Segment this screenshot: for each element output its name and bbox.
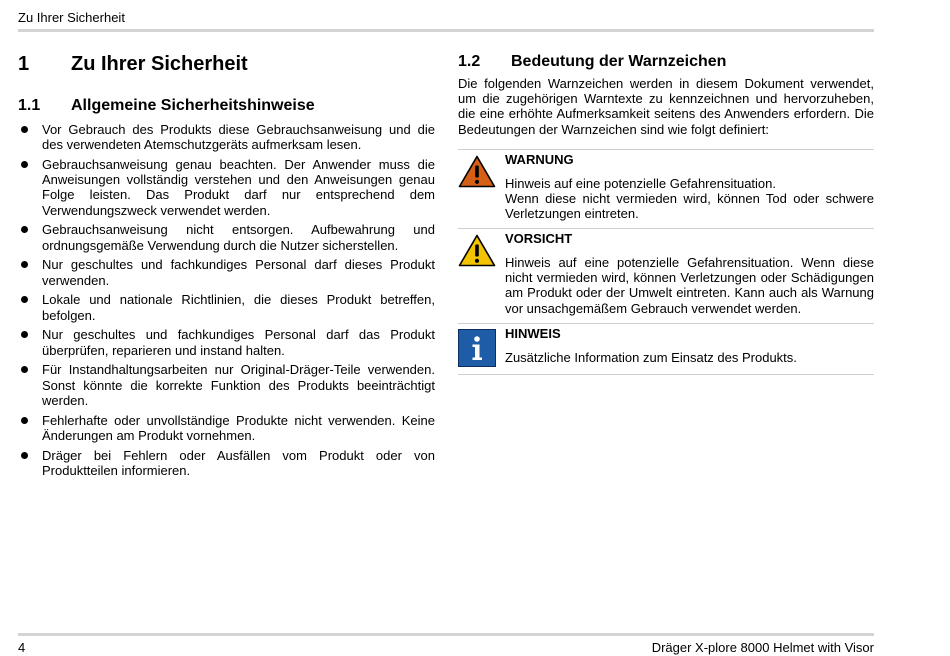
page-number: 4 <box>18 640 26 655</box>
info-icon <box>458 326 505 374</box>
notice-text: Hinweis auf eine potenzielle Gefahrensituation. Wenn diese nicht vermieden wird, können Verletzungen oder Schädigungen am Produkt oder der Umwelt eintreten. Kann auch als Warnung vor unsachgemäßem Gebrauch verwendet werden. <box>505 255 874 316</box>
section-title: Bedeutung der Warnzeichen <box>511 53 727 70</box>
list-item <box>18 122 435 152</box>
bullet-icon <box>21 126 28 133</box>
caution-triangle-icon <box>458 231 505 323</box>
bullet-icon <box>21 226 28 233</box>
list-item <box>18 222 435 252</box>
bullet-icon <box>21 417 28 424</box>
chapter-number: 1 <box>18 53 30 75</box>
notice-vorsicht <box>458 228 874 323</box>
list-item-text: Vor Gebrauch des Produkts diese Gebrauchsanweisung und die des verwendeten Atemschutzgeräts aufmerksam lesen. <box>42 122 435 153</box>
section-intro: Die folgenden Warnzeichen werden in diesem Dokument verwendet, um die zugehörigen Warntexte zu kennzeichnen und hervorzuheben, die eine erhöhte Aufmerksamkeit seitens des Anwenders erfordern. Die Bedeutungen der Warnzeichen sind wie folgt definiert: <box>458 76 874 137</box>
footer-rule <box>18 633 874 636</box>
warning-triangle-icon <box>458 152 505 228</box>
notice-text: Hinweis auf eine potenzielle Gefahrensituation. <box>505 176 777 192</box>
list-item-text: Nur geschultes und fachkundiges Personal darf das Produkt überprüfen, reparieren und instand halten. <box>42 327 435 358</box>
notice-text: Zusätzliche Information zum Einsatz des Produkts. <box>505 350 797 366</box>
chapter-heading <box>18 52 435 76</box>
notice-warnung <box>458 149 874 228</box>
section-heading-1-2 <box>458 52 874 72</box>
list-item <box>18 157 435 218</box>
list-item <box>18 362 435 408</box>
section-heading-1-1 <box>18 96 435 116</box>
bullet-icon <box>21 331 28 338</box>
list-item-text: Fehlerhafte oder unvollständige Produkte nicht verwenden. Keine Änderungen am Produkt vornehmen. <box>42 412 435 443</box>
notice-title: HINWEIS <box>505 325 561 341</box>
bullet-icon <box>21 452 28 459</box>
bullet-icon <box>21 261 28 268</box>
list-item <box>18 292 435 322</box>
list-item-text: Dräger bei Fehlern oder Ausfällen vom Produkt oder von Produktteilen informieren. <box>42 447 435 478</box>
bullet-icon <box>21 161 28 168</box>
list-item <box>18 257 435 287</box>
document-title: Dräger X-plore 8000 Helmet with Visor <box>651 640 874 655</box>
section-number: 1.1 <box>18 97 41 114</box>
notice-body <box>505 231 874 323</box>
notice-title: WARNUNG <box>505 151 574 167</box>
list-item-text: Gebrauchsanweisung nicht entsorgen. Aufbewahrung und ordnungsgemäße Verwendung durch die Nutzer sicherstellen. <box>42 222 435 253</box>
chapter-title: Zu Ihrer Sicherheit <box>71 53 248 75</box>
notice-body <box>505 152 874 228</box>
list-item <box>18 327 435 357</box>
section-title: Allgemeine Sicherheitshinweise <box>71 97 315 114</box>
left-column <box>18 52 435 483</box>
notice-hinweis <box>458 323 874 375</box>
list-item-text: Nur geschultes und fachkundiges Personal darf dieses Produkt verwenden. <box>42 257 435 288</box>
list-item <box>18 413 435 443</box>
list-item-text: Lokale und nationale Richtlinien, die dieses Produkt betreffen, befolgen. <box>42 292 435 323</box>
list-item <box>18 448 435 478</box>
bullet-icon <box>21 296 28 303</box>
notice-text: Wenn diese nicht vermieden wird, können Tod oder schwere Verletzungen eintreten. <box>505 191 874 222</box>
notice-title: VORSICHT <box>505 230 573 246</box>
running-header: Zu Ihrer Sicherheit <box>18 10 125 25</box>
section-number: 1.2 <box>458 53 481 70</box>
list-item-text: Für Instandhaltungsarbeiten nur Original-Dräger-Teile verwenden. Sonst könnte die korrekte Funktion des Produkts beeinträchtigt werden. <box>42 362 435 408</box>
list-item-text: Gebrauchsanweisung genau beachten. Der Anwender muss die Anweisungen vollständig verstehen und den Anweisungen genau Folge leisten. Das Produkt darf nur entsprechend dem Verwendungszweck verwendet werden. <box>42 157 435 218</box>
bullet-icon <box>21 366 28 373</box>
header-rule <box>18 29 874 32</box>
right-column <box>458 52 874 375</box>
notice-body <box>505 326 874 374</box>
safety-list <box>18 122 435 478</box>
